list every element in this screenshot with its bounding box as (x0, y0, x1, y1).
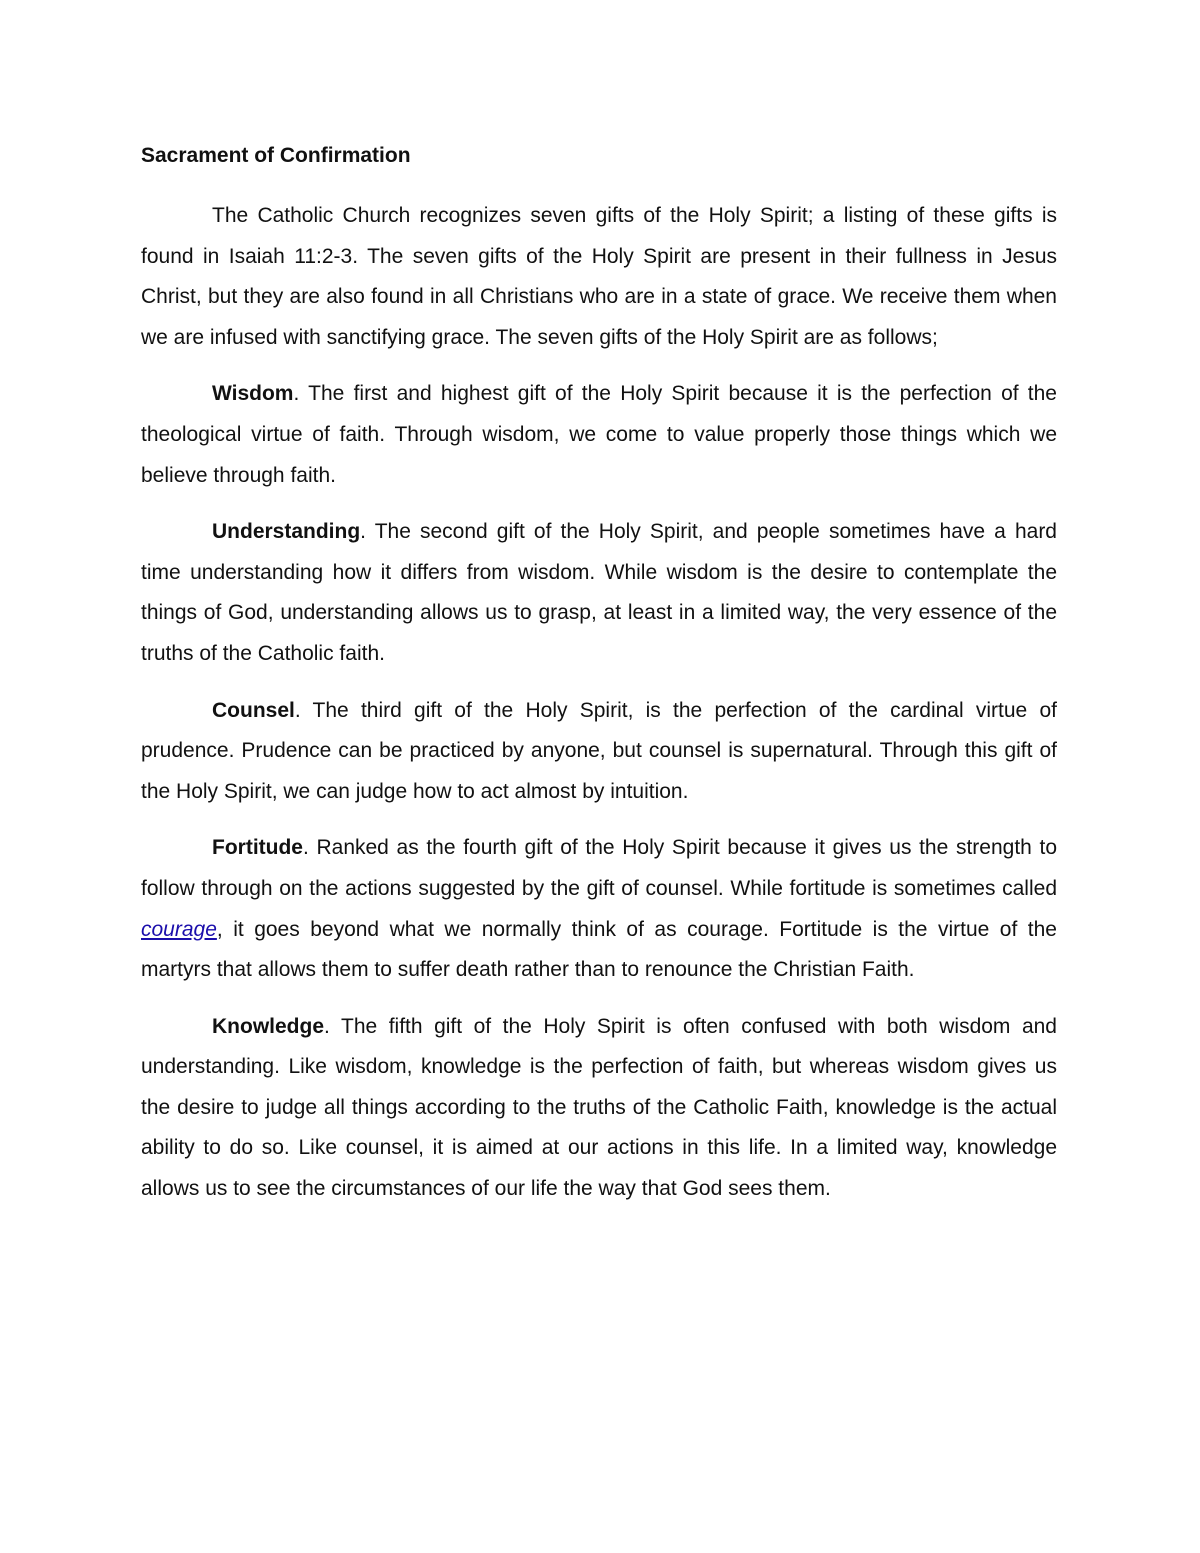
term-understanding: Understanding (212, 520, 361, 544)
paragraph-understanding (141, 512, 1057, 674)
paragraph-fortitude (141, 828, 1057, 990)
text-fortitude-before: . Ranked as the fourth gift of the Holy Spirit because it gives us the strength to follow through on the actions suggested by the gift of counsel. While fortitude is sometimes called (141, 836, 1057, 900)
text-understanding: . The second gift of the Holy Spirit, and people sometimes have a hard time understanding how it differs from wisdom. While wisdom is the desire to contemplate the things of God, understanding allows us to grasp, at least in a limited way, the very essence of the truths of the Catholic faith. (141, 520, 1057, 665)
term-wisdom: Wisdom (212, 382, 294, 406)
term-counsel: Counsel (212, 698, 295, 722)
term-knowledge: Knowledge (212, 1014, 325, 1038)
term-fortitude: Fortitude (212, 836, 303, 860)
document-page (141, 140, 1057, 1226)
paragraph-counsel (141, 691, 1057, 813)
paragraph-knowledge (141, 1007, 1057, 1210)
text-wisdom: . The first and highest gift of the Holy Spirit because it is the perfection of the theological virtue of faith. Through wisdom, we come to value properly those things which we believe through faith. (141, 382, 1057, 487)
intro-paragraph: The Catholic Church recognizes seven gifts of the Holy Spirit; a listing of these gifts is found in Isaiah 11:2-3. The seven gifts of the Holy Spirit are present in their fullness in Jesus Christ, but they are also found in all Christians who are in a state of grace. We receive them when we are infused with sanctifying grace. The seven gifts of the Holy Spirit are as follows; (141, 204, 1057, 349)
paragraph-wisdom (141, 374, 1057, 496)
text-counsel: . The third gift of the Holy Spirit, is the perfection of the cardinal virtue of prudence. Prudence can be practiced by anyone, but counsel is supernatural. Through this gift of the Holy Spirit, we can judge how to act almost by intuition. (141, 698, 1057, 803)
text-knowledge: . The fifth gift of the Holy Spirit is often confused with both wisdom and understanding. Like wisdom, knowledge is the perfection of faith, but whereas wisdom gives us the desire to judge all things according to the truths of the Catholic Faith, knowledge is the actual ability to do so. Like counsel, it is aimed at our actions in this life. In a limited way, knowledge allows us to see the circumstances of our life the way that God sees them. (141, 1014, 1057, 1201)
text-fortitude-after: , it goes beyond what we normally think of as courage. Fortitude is the virtue of the martyrs that allows them to suffer death rather than to renounce the Christian Faith. (141, 917, 1057, 982)
courage-link[interactable]: courage (141, 917, 217, 941)
document-title: Sacrament of Confirmation (141, 144, 411, 167)
